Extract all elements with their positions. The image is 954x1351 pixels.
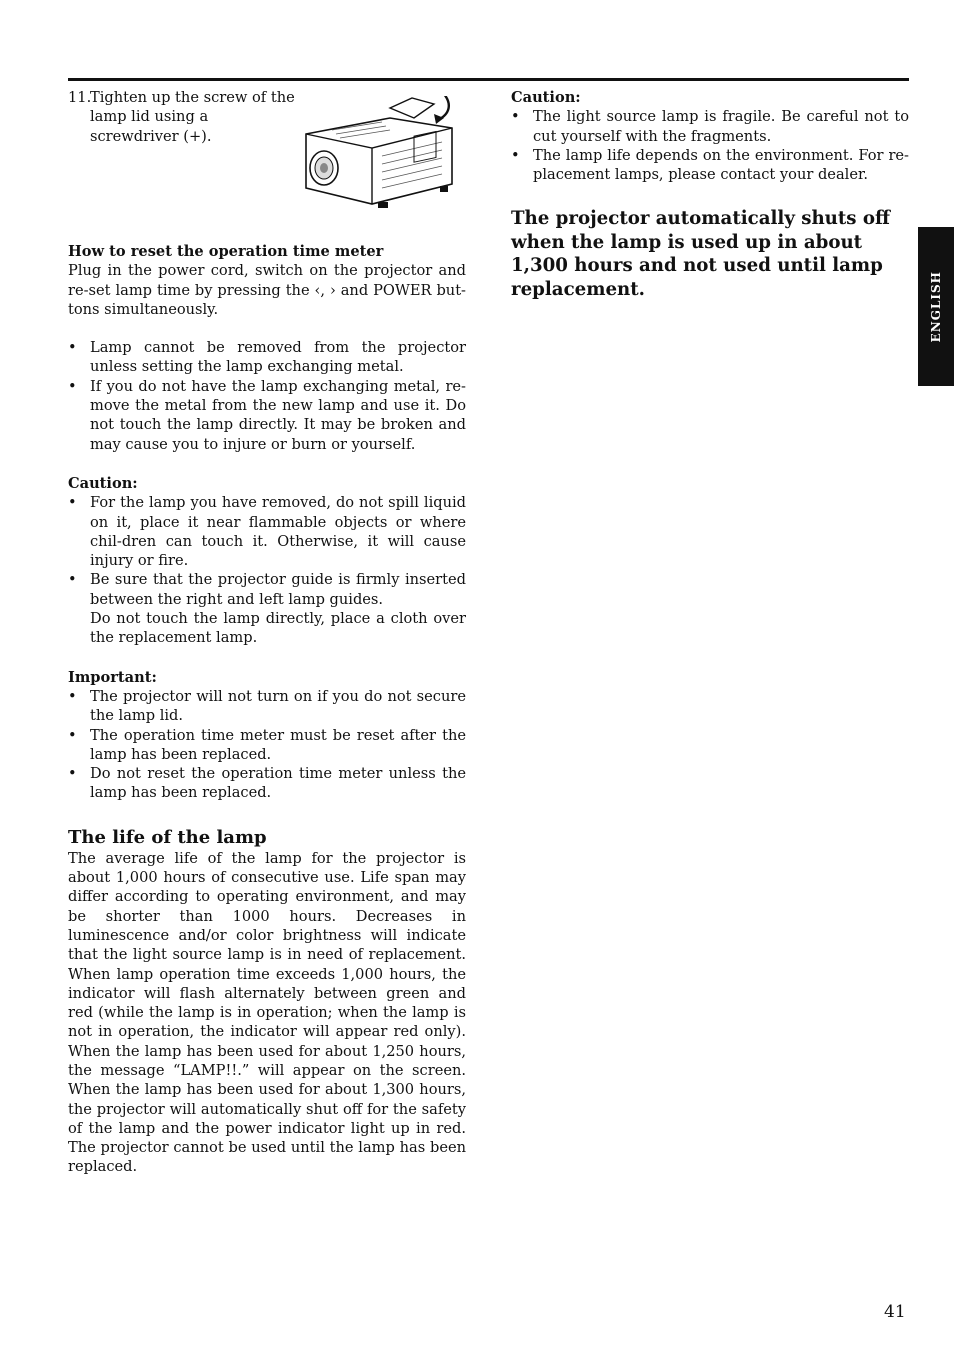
reset-body: Plug in the power cord, switch on the projector and re-set lamp time by pressing the ‹, › and POWER but-tons simultaneously. (68, 262, 466, 318)
bullet-icon: • (511, 108, 520, 126)
bullet-icon: • (68, 687, 77, 705)
list-item: • For the lamp you have removed, do not spill liquid on it, place it near flammable objects or where chil-dren can touch it. Otherwise, it will cause injury or fire. (68, 494, 466, 570)
list-item: • Lamp cannot be removed from the projector unless setting the lamp exchanging metal. (68, 339, 466, 376)
list-item: • The lamp life depends on the environment. For re-placement lamps, please contact your dealer. (511, 146, 909, 184)
caution-list-right (511, 107, 909, 184)
lamp-life-body: The average life of the lamp for the projector is about 1,000 hours of consecutive use. Life span may differ according to operating environment, and may be shorter than 1000 hours. Decreases in luminescence and/or color brightness will indicate that the light source lamp is in need of replacement. When lamp operation time exceeds 1,000 hours, the indicator will flash alternately between green and red (while the lamp is in operation; when the lamp is not in operation, the indicator will appear red only). When the lamp has been used for about 1,250 hours, the message “LAMP!!.” will appear on the screen. When the lamp has been used for about 1,300 hours, the projector will automatically shut off for the safety of the lamp and the power indicator light up in red. The projector cannot be used until the lamp has been replaced. (68, 849, 466, 1176)
step-number: 11. (68, 89, 92, 106)
bullet-icon: • (68, 377, 77, 395)
bullet-icon: • (511, 146, 520, 164)
list-item: • Do not reset the operation time meter unless the lamp has been replaced. (68, 765, 466, 802)
list-item: • If you do not have the lamp exchanging metal, re-move the metal from the new lamp and use it. Do not touch the lamp directly. It may be broken and may cause you to injure or burn or yourself. (68, 377, 466, 453)
important-list (68, 687, 466, 803)
page-number: 41 (884, 1302, 906, 1322)
bullet-icon: • (68, 765, 77, 783)
bullet-icon: • (68, 571, 77, 589)
important-heading: Important: (68, 668, 157, 686)
projector-lamp-lid-icon (302, 96, 462, 216)
shutoff-notice: The projector automatically shuts off when the lamp is used up in about 1,300 hours and not used until lamp replacement. (511, 208, 890, 300)
reset-heading: How to reset the operation time meter (68, 243, 384, 260)
list-item: • The operation time meter must be reset after the lamp has been replaced. (68, 726, 466, 763)
caution-heading-right: Caution: (511, 89, 581, 106)
step-text: Tighten up the screw of the lamp lid using a screwdriver (+). (90, 89, 295, 145)
left-column (68, 88, 466, 1177)
notes-list (68, 338, 466, 454)
caution-list (68, 493, 466, 647)
bullet-icon: • (68, 339, 77, 357)
right-column (511, 88, 909, 301)
step-11 (68, 88, 466, 218)
language-tab (918, 227, 954, 386)
top-rule (68, 78, 909, 81)
bullet-icon: • (68, 494, 77, 512)
lamp-life-title: The life of the lamp (68, 826, 267, 848)
list-item: • The light source lamp is fragile. Be careful not to cut yourself with the fragments. (511, 108, 909, 145)
caution-heading: Caution: (68, 474, 138, 492)
list-item: • The projector will not turn on if you do not secure the lamp lid. (68, 687, 466, 725)
step-11-text-block (68, 88, 300, 146)
language-tab-label: ENGLISH (929, 270, 943, 343)
list-item: • Be sure that the projector guide is firmly inserted between the right and left lamp guides. Do not touch the lamp directly, place a cloth over the replacement lamp. (68, 571, 466, 647)
bullet-icon: • (68, 726, 77, 744)
